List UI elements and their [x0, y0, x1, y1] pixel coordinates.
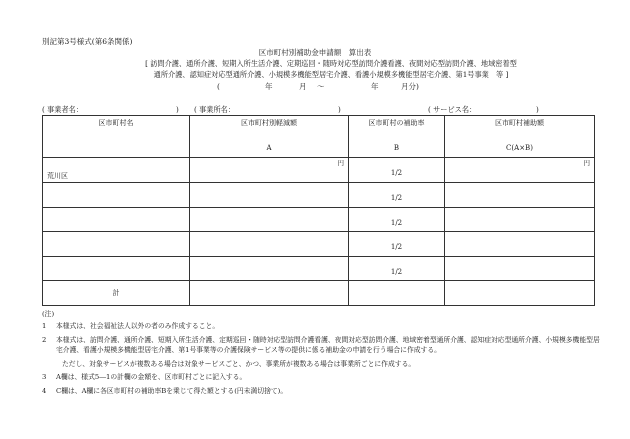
note-item [42, 387, 602, 397]
reduction-cell[interactable] [190, 256, 349, 281]
rate-value: 1/2 [390, 267, 403, 276]
note-number: 3 [42, 372, 47, 381]
col-header-label: 区市町村補助額 [495, 119, 544, 127]
municipality-cell[interactable] [43, 256, 190, 281]
business-operator-close: ) [176, 105, 179, 114]
reduction-cell[interactable] [190, 183, 349, 208]
col-header-label: 区市町村の補助率 [368, 119, 425, 127]
table-header-row [43, 116, 595, 158]
table-row [43, 207, 595, 232]
form-number: 別記第3号様式(第6条関係) [42, 37, 133, 46]
col-header-reduction [190, 116, 349, 158]
subsidy-calculation-table [42, 115, 595, 306]
rate-cell [349, 183, 445, 208]
col-header-label: 区市町村名 [98, 119, 134, 127]
municipality-cell[interactable] [43, 183, 190, 208]
col-header-sub: A [266, 144, 272, 153]
note-text: 本様式は、社会福祉法人以外の者のみ作成すること。 [56, 322, 220, 331]
rate-value: 1/2 [390, 243, 403, 251]
note-text: 本様式は、訪問介護、通所介護、短期入所生活介護、定期巡回・随時対応型訪問介護看護、夜間対応型訪問介護、地域密着型通所介護、認知症対応型通所介護、小規模多機能型居宅介護、看護小規模多機能型居宅介護、第1号事業等の介護保険サービス等の提供に係る補助金の申請を行う場合に作成する。 [56, 336, 600, 354]
service-line-1: [ 訪問介護、通所介護、短期入所生活介護、定期巡回・随時対応型訪問介護看護、夜間対応型訪問介護、地域密着型 [145, 59, 517, 68]
notes-section [42, 310, 602, 401]
rate-cell [349, 232, 445, 257]
col-header-label: 区市町村別軽減額 [241, 119, 297, 127]
office-name-label: ( 事業所名： [194, 105, 236, 114]
subsidy-cell[interactable] [445, 158, 595, 183]
municipality-cell[interactable] [43, 232, 190, 257]
service-name-label: ( サービス名： [428, 105, 477, 114]
note-item [42, 322, 602, 332]
period-month-start: 月 [299, 82, 307, 91]
note-item [42, 336, 602, 355]
yen-unit: 円 [337, 159, 344, 167]
period-year-start: 年 [265, 82, 273, 91]
note-number: 1 [42, 322, 47, 331]
rate-cell [349, 207, 445, 232]
rate-value: 1/2 [390, 169, 403, 177]
col-header-rate [349, 116, 445, 158]
total-label: 計 [112, 289, 120, 297]
period-year-end: 年 [371, 82, 379, 91]
note-text: A欄は、様式5―1の計欄の金額を、区市町村ごとに記入する。 [56, 372, 247, 381]
service-line-2: 通所介護、認知症対応型通所介護、小規模多機能型居宅介護、看護小規模多機能型居宅介護、第1号事業 等 ] [153, 70, 509, 79]
total-row [43, 281, 595, 306]
yen-unit: 円 [583, 159, 590, 167]
total-label-cell [43, 281, 190, 306]
col-header-sub: C(A×B) [506, 144, 533, 153]
note-item [42, 373, 602, 383]
subsidy-cell[interactable] [445, 207, 595, 232]
service-list [96, 58, 566, 80]
rate-cell [349, 256, 445, 281]
form-title: 区市町村別補助金申請額 算出表 [258, 48, 372, 57]
office-name-close: ) [338, 105, 341, 114]
table-row [43, 232, 595, 257]
table-row [43, 256, 595, 281]
rate-cell [349, 158, 445, 183]
period-tilde: ～ [317, 82, 325, 91]
total-reduction-cell[interactable] [190, 281, 349, 306]
municipality-name: 荒川区 [47, 172, 68, 180]
subsidy-cell[interactable] [445, 256, 595, 281]
reduction-cell[interactable] [190, 158, 349, 183]
note-number: 2 [42, 336, 47, 345]
period-month-end: 月分) [401, 82, 419, 91]
rate-value: 1/2 [390, 194, 403, 202]
municipality-cell[interactable] [43, 207, 190, 232]
reduction-cell[interactable] [190, 232, 349, 257]
rate-value: 1/2 [390, 218, 403, 227]
note-number: 4 [42, 386, 47, 395]
col-header-subsidy [445, 116, 595, 158]
col-header-sub: B [393, 144, 400, 153]
col-header-municipality [43, 116, 190, 158]
subsidy-cell[interactable] [445, 183, 595, 208]
reduction-cell[interactable] [190, 207, 349, 232]
total-rate-cell [349, 281, 445, 306]
notes-heading: (注) [42, 310, 55, 318]
table-row [43, 158, 595, 183]
applicant-fields [42, 105, 592, 115]
subsidy-cell[interactable] [445, 232, 595, 257]
business-operator-label: ( 事業者名： [42, 105, 84, 114]
service-name-close: ) [536, 105, 539, 114]
total-subsidy-cell[interactable] [445, 281, 595, 306]
period-open: ( [217, 82, 220, 91]
table-row [43, 183, 595, 208]
municipality-cell[interactable] [43, 158, 190, 183]
note-text: C欄は、A欄に各区市町村の補助率Bを乗じて得た額とする(円未満切捨て)。 [56, 386, 288, 395]
note-sub-text: ただし、対象サービスが複数ある場合は対象サービスごと、かつ、事業所が複数ある場合は事業所ごとに作成する。 [62, 359, 416, 368]
